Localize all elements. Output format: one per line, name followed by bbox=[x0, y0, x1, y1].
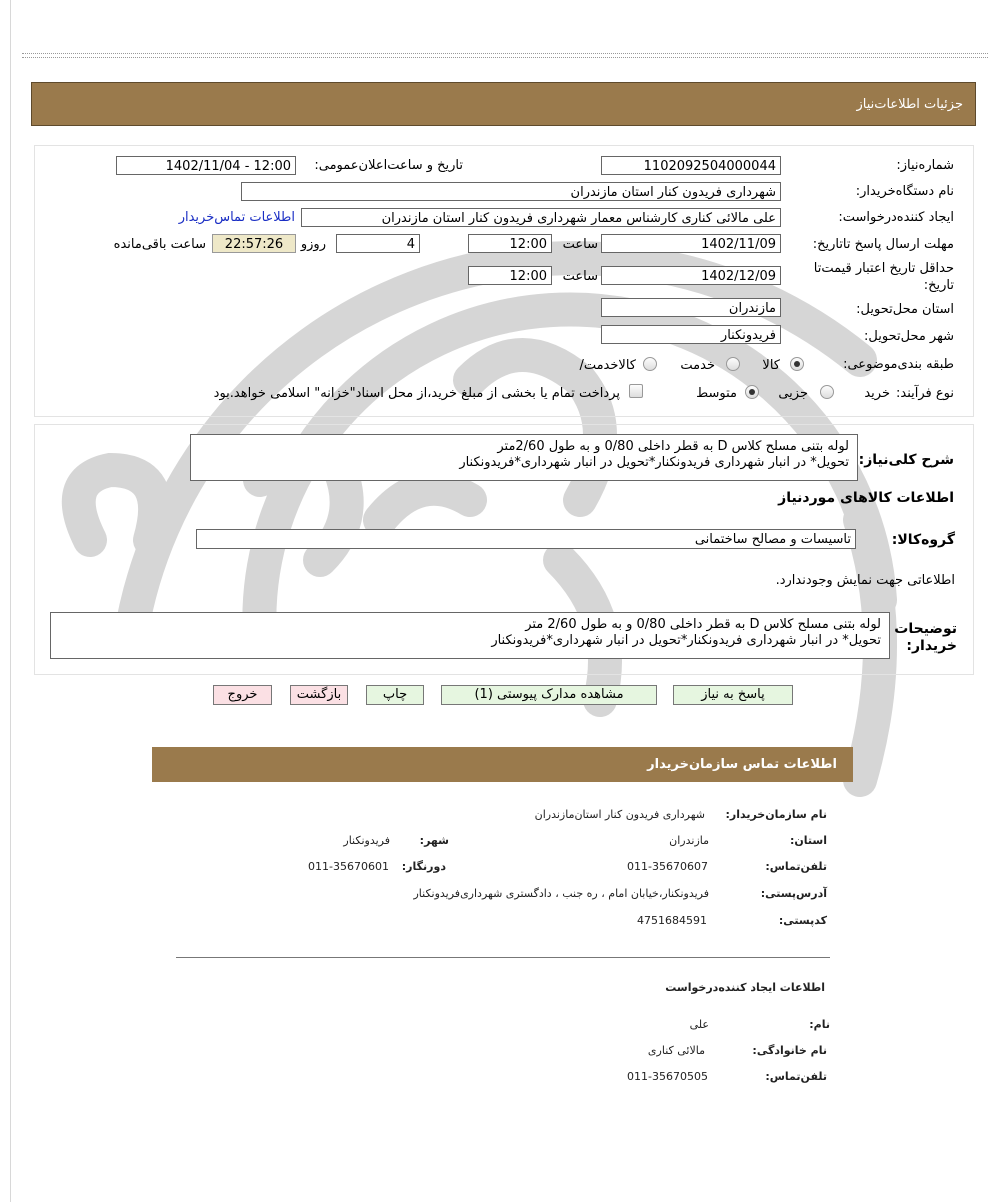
goods-group-field[interactable]: تاسیسات و مصالح ساختمانی bbox=[196, 529, 856, 549]
contact-fax: 011-35670601 bbox=[308, 860, 389, 873]
buyer-notes-line-1: لوله بتنی مسلح کلاس D به قطر داخلی 0/80 و به طول 2/60 متر bbox=[525, 617, 881, 632]
section-divider bbox=[176, 957, 830, 958]
buyer-notes-label-2: خریدار: bbox=[906, 638, 957, 654]
buyer-org-field[interactable]: شهرداری فریدون کنار استان مازندران bbox=[241, 182, 781, 201]
need-number-label: شماره‌نیاز: bbox=[896, 158, 954, 173]
category-radio-goods[interactable] bbox=[790, 357, 804, 371]
days-word: روزو bbox=[300, 237, 326, 252]
summary-line-2: تحویل* در انبار شهرداری فریدونکنار*تحویل در انبار شهرداری*فریدونکنار bbox=[459, 455, 849, 470]
need-number-field[interactable]: 1102092504000044 bbox=[601, 156, 781, 175]
creator-info-title: اطلاعات ایجاد کننده‌درخواست bbox=[665, 981, 825, 994]
reply-time-word: ساعت bbox=[562, 237, 598, 252]
process-radio-medium[interactable] bbox=[745, 385, 759, 399]
no-info-message: اطلاعاتی جهت نمایش وجود‌ندارد. bbox=[775, 573, 955, 588]
contact-phone-label: تلفن‌تماس: bbox=[765, 860, 827, 873]
process-label: نوع فرآیند: bbox=[896, 386, 954, 401]
contact-title: اطلاعات تماس سازمان‌خریدار bbox=[647, 757, 837, 772]
contact-fax-label: دورنگار: bbox=[401, 860, 446, 873]
category-radio-service[interactable] bbox=[726, 357, 740, 371]
process-option-purchase: خرید bbox=[864, 386, 890, 401]
page-header bbox=[31, 82, 976, 126]
city-label: شهر محل‌تحویل: bbox=[864, 329, 954, 344]
back-button[interactable]: بازگشت bbox=[290, 685, 348, 705]
remaining-timer: 22:57:26 bbox=[212, 234, 296, 253]
print-button[interactable]: چاپ bbox=[366, 685, 424, 705]
creator-family: مالائی کناری bbox=[647, 1044, 705, 1057]
days-field[interactable]: 4 bbox=[336, 234, 420, 253]
contact-province-label: استان: bbox=[790, 834, 827, 847]
contact-postal-label: کد‌پستی: bbox=[778, 914, 827, 927]
reply-date-field[interactable]: 1402/11/09 bbox=[601, 234, 781, 253]
contact-address-label: آدرس‌پستی: bbox=[760, 887, 827, 900]
process-radio-minor[interactable] bbox=[820, 385, 834, 399]
price-validity-time-field[interactable]: 12:00 bbox=[468, 266, 552, 285]
contact-phone: 011-35670607 bbox=[627, 860, 708, 873]
province-label: استان محل‌تحویل: bbox=[856, 302, 954, 317]
goods-group-label: گروه‌کالا: bbox=[891, 532, 955, 548]
treasury-payment-checkbox[interactable] bbox=[629, 384, 643, 398]
buyer-contact-link[interactable]: اطلاعات تماس‌خریدار bbox=[178, 210, 295, 225]
contact-postal: 4751684591 bbox=[637, 914, 707, 927]
buyer-org-label: نام دستگاه‌خریدار: bbox=[855, 184, 954, 199]
reply-button[interactable]: پاسخ به نیاز bbox=[673, 685, 793, 705]
creator-field[interactable]: علی مالائی کناری کارشناس معمار شهرداری فریدون کنار استان مازندران bbox=[301, 208, 781, 227]
summary-line-1: لوله بتنی مسلح کلاس D به قطر داخلی 0/80 و به طول 2/60متر bbox=[497, 439, 849, 454]
contact-city-label: شهر: bbox=[419, 834, 449, 847]
buyer-notes-box bbox=[50, 612, 890, 659]
price-validity-label-2: تاریخ: bbox=[923, 278, 954, 293]
creator-phone: 011-35670505 bbox=[627, 1070, 708, 1083]
category-option-goods: کالا bbox=[762, 358, 780, 373]
summary-label: شرح کلی‌نیاز: bbox=[858, 452, 954, 468]
contact-province: مازندران bbox=[669, 834, 709, 847]
contact-header bbox=[152, 747, 853, 782]
remaining-label: ساعت باقی‌مانده bbox=[113, 237, 206, 252]
buyer-notes-label-1: توضیحات bbox=[894, 621, 957, 637]
price-validity-time-word: ساعت bbox=[562, 269, 598, 284]
summary-box bbox=[190, 434, 858, 481]
price-validity-date-field[interactable]: 1402/12/09 bbox=[601, 266, 781, 285]
goods-info-title: اطلاعات کالاهای مورد‌نیاز bbox=[778, 490, 954, 506]
contact-address: فریدونکنار،خیابان امام ، ره جنب ، دادگستری شهرداری‌فریدونکنار bbox=[413, 887, 709, 900]
contact-city: فریدونکنار bbox=[343, 834, 390, 847]
reply-deadline-label: مهلت ارسال پاسخ تا‌تاریخ: bbox=[812, 237, 954, 252]
process-option-minor: جزیی bbox=[778, 386, 808, 401]
treasury-payment-note: پرداخت تمام یا بخشی از مبلغ خرید،از محل اسناد"خزانه" اسلامی خواهد.بود bbox=[213, 386, 620, 401]
city-field[interactable]: فریدونکنار bbox=[601, 325, 781, 344]
category-option-service: خدمت bbox=[680, 358, 715, 373]
creator-name: علی bbox=[689, 1018, 709, 1031]
contact-org: شهرداری فریدون کنار استان‌مازندران bbox=[534, 808, 705, 821]
category-label: طبقه بندی‌موضوعی: bbox=[843, 357, 954, 372]
category-radio-goods-service[interactable] bbox=[643, 357, 657, 371]
attachments-button[interactable]: مشاهده مدارک پیوستی (1) bbox=[441, 685, 657, 705]
announce-label: تاریخ و ساعت‌اعلان‌عمومی: bbox=[314, 158, 463, 173]
contact-org-label: نام سازمان‌خریدار: bbox=[725, 808, 827, 821]
page-title: جزئیات اطلاعات‌نیاز bbox=[856, 97, 963, 112]
province-field[interactable]: مازندران bbox=[601, 298, 781, 317]
creator-label: ایجاد کننده‌درخواست: bbox=[838, 210, 954, 225]
announce-field[interactable]: 1402/11/04 - 12:00 bbox=[116, 156, 296, 175]
buyer-notes-line-2: تحویل* در انبار شهرداری فریدونکنار*تحویل در انبار شهرداری*فریدونکنار bbox=[491, 633, 881, 648]
category-option-goods-service: کالا‌خدمت/ bbox=[579, 358, 636, 373]
creator-phone-label: تلفن‌تماس: bbox=[765, 1070, 827, 1083]
exit-button[interactable]: خروج bbox=[213, 685, 272, 705]
process-option-medium: متوسط bbox=[696, 386, 737, 401]
creator-family-label: نام خانوادگی: bbox=[752, 1044, 827, 1057]
price-validity-label-1: حداقل تاریخ اعتبار قیمت‌تا bbox=[813, 261, 954, 276]
creator-name-label: نام: bbox=[809, 1018, 830, 1031]
reply-time-field[interactable]: 12:00 bbox=[468, 234, 552, 253]
